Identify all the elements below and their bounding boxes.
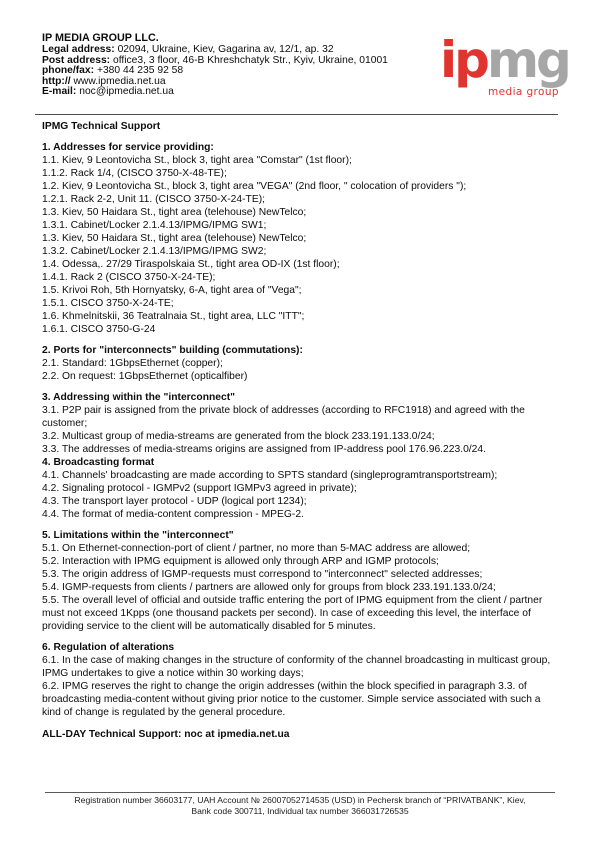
doc-line: 1.1. Kiev, 9 Leontovicha St., block 3, tight area "Comstar" (1st floor); bbox=[42, 154, 352, 166]
doc-line: 1.3.2. Cabinet/Locker 2.1.4.13/IPMG/IPMG SW2; bbox=[42, 245, 267, 257]
doc-line: 1.4.1. Rack 2 (CISCO 3750-X-24-TE); bbox=[42, 271, 216, 283]
phone-fax-value: +380 44 235 92 58 bbox=[96, 65, 184, 77]
section-regulation bbox=[42, 641, 559, 719]
doc-line: 5.5. The overall level of official and outside traffic entering the port of IPMG equipment from the client / partner must not exceed 1Kpps (one thousand packets per second). In case of exceeding this level, the interface of providing service to the client will be automatically disabled for 5 minutes. bbox=[42, 594, 543, 632]
section-heading: 1. Addresses for service providing: bbox=[42, 141, 214, 153]
doc-line: 1.3.1. Cabinet/Locker 2.1.4.13/IPMG/IPMG SW1; bbox=[42, 219, 267, 231]
doc-line: 1.5.1. CISCO 3750-X-24-TE; bbox=[42, 297, 174, 309]
company-name: IP MEDIA GROUP LLC. bbox=[42, 32, 159, 44]
doc-line: 1.3. Kiev, 50 Haidara St., tight area (telehouse) NewTelco; bbox=[42, 232, 307, 244]
section-addressing bbox=[42, 391, 559, 456]
doc-line: 3.1. P2P pair is assigned from the private block of addresses (according to RFC1918) and agreed with the customer; bbox=[42, 404, 525, 429]
section-addresses bbox=[42, 141, 559, 336]
doc-line: 5.2. Interaction with IPMG equipment is allowed only through ARP and IGMP protocols; bbox=[42, 555, 439, 567]
doc-line: 4.3. The transport layer protocol - UDP (logical port 1234); bbox=[42, 495, 307, 507]
doc-line: 6.2. IPMG reserves the right to change the origin addresses (within the block specified in paragraph 3.3. of broadcasting media-content without giving prior notice to the customer. Simple service associated with such a kind of change is regulated by the general procedure. bbox=[42, 680, 541, 718]
doc-line: 2.1. Standard: 1GbpsEthernet (copper); bbox=[42, 357, 223, 369]
logo-ip-text: ip bbox=[440, 31, 487, 89]
doc-line: 1.3. Kiev, 50 Haidara St., tight area (telehouse) NewTelco; bbox=[42, 206, 307, 218]
company-logo bbox=[440, 31, 569, 98]
footer-line-1: Registration number 36603177, UAH Account № 26007052714535 (USD) in Pechersk branch of “PRIVATBANK”, Kiev, bbox=[74, 795, 526, 805]
legal-address-label: Legal address: bbox=[42, 44, 115, 55]
header-divider bbox=[35, 114, 558, 115]
doc-line: 3.3. The addresses of media-streams origins are assigned from IP-address pool 176.96.223.0/24. bbox=[42, 443, 486, 455]
post-address-label: Post address: bbox=[42, 54, 111, 66]
logo-mg-text: mg bbox=[486, 31, 569, 89]
doc-line: 1.2. Kiev, 9 Leontovicha St., block 3, tight area "VEGA" (2nd floor, " colocation of providers "); bbox=[42, 180, 467, 192]
website-label: http:// bbox=[42, 75, 71, 87]
logo-tagline: media group bbox=[488, 86, 559, 98]
email-value: noc@ipmedia.net.ua bbox=[79, 86, 174, 98]
section-heading: 4. Broadcasting format bbox=[42, 456, 155, 468]
doc-line: 1.6.1. CISCO 3750-G-24 bbox=[42, 323, 156, 335]
registration-footer bbox=[45, 792, 555, 818]
section-heading: 5. Limitations within the "interconnect" bbox=[42, 529, 234, 541]
doc-line: 1.5. Krivoi Roh, 5th Hornyatsky, 6-A, tight area of "Vega"; bbox=[42, 284, 302, 296]
section-limitations bbox=[42, 529, 559, 633]
doc-line: 1.6. Khmelnitskii, 36 Teatralnaia St., tight area, LLC "ITT"; bbox=[42, 310, 305, 322]
page-title: IPMG Technical Support bbox=[42, 120, 161, 132]
logo-wordmark bbox=[440, 31, 569, 89]
document-content bbox=[42, 32, 559, 741]
doc-line: 1.4. Odessa,. 27/29 Tiraspolskaia St., tight area OD-IX (1st floor); bbox=[42, 258, 340, 270]
doc-line: 2.2. On request: 1GbpsEthernet (opticalfiber) bbox=[42, 370, 248, 382]
post-address-value: office3, 3 floor, 46-B Khreshchatyk Str., Kyiv, Ukraine, 01001 bbox=[112, 54, 388, 66]
section-ports bbox=[42, 344, 559, 383]
section-heading: 6. Regulation of alterations bbox=[42, 641, 175, 653]
section-heading: 2. Ports for "interconnects" building (commutations): bbox=[42, 344, 303, 356]
email-label: E-mail: bbox=[42, 86, 77, 98]
section-heading: 3. Addressing within the "interconnect" bbox=[42, 391, 236, 403]
footer-line-2: Bank code 300711, Individual tax number 366031726535 bbox=[191, 806, 409, 817]
support-contact-line: ALL-DAY Technical Support: noc at ipmedia.net.ua bbox=[42, 728, 290, 740]
doc-line: 5.3. The origin address of IGMP-requests must correspond to "interconnect" selected addresses; bbox=[42, 568, 483, 580]
doc-line: 4.4. The format of media-content compression - MPEG-2. bbox=[42, 508, 304, 520]
doc-line: 4.2. Signaling protocol - IGMPv2 (support IGMPv3 agreed in private); bbox=[42, 482, 357, 494]
doc-line: 4.1. Channels' broadcasting are made according to SPTS standard (singleprogramtransportstream); bbox=[42, 469, 498, 481]
doc-line: 5.4. IGMP-requests from clients / partners are allowed only for groups from block 233.191.133.0/24; bbox=[42, 581, 496, 593]
legal-address-value: 02094, Ukraine, Kiev, Gagarina av, 12/1, ap. 32 bbox=[117, 44, 334, 55]
phone-fax-label: phone/fax: bbox=[42, 65, 95, 77]
doc-line: 3.2. Multicast group of media-streams are generated from the block 233.191.133.0/24; bbox=[42, 430, 435, 442]
section-broadcasting bbox=[42, 456, 559, 521]
doc-line: 6.1. In the case of making changes in the structure of conformity of the channel broadcasting in multicast group, IPMG undertakes to give a notice within 30 working days; bbox=[42, 654, 551, 679]
doc-line: 5.1. On Ethernet-connection-port of client / partner, no more than 5-MAC address are allowed; bbox=[42, 542, 471, 554]
website-value: www.ipmedia.net.ua bbox=[73, 75, 166, 87]
doc-line: 1.1.2. Rack 1/4, (CISCO 3750-X-48-TE); bbox=[42, 167, 227, 179]
doc-line: 1.2.1. Rack 2-2, Unit 11. (CISCO 3750-X-24-TE); bbox=[42, 193, 265, 205]
